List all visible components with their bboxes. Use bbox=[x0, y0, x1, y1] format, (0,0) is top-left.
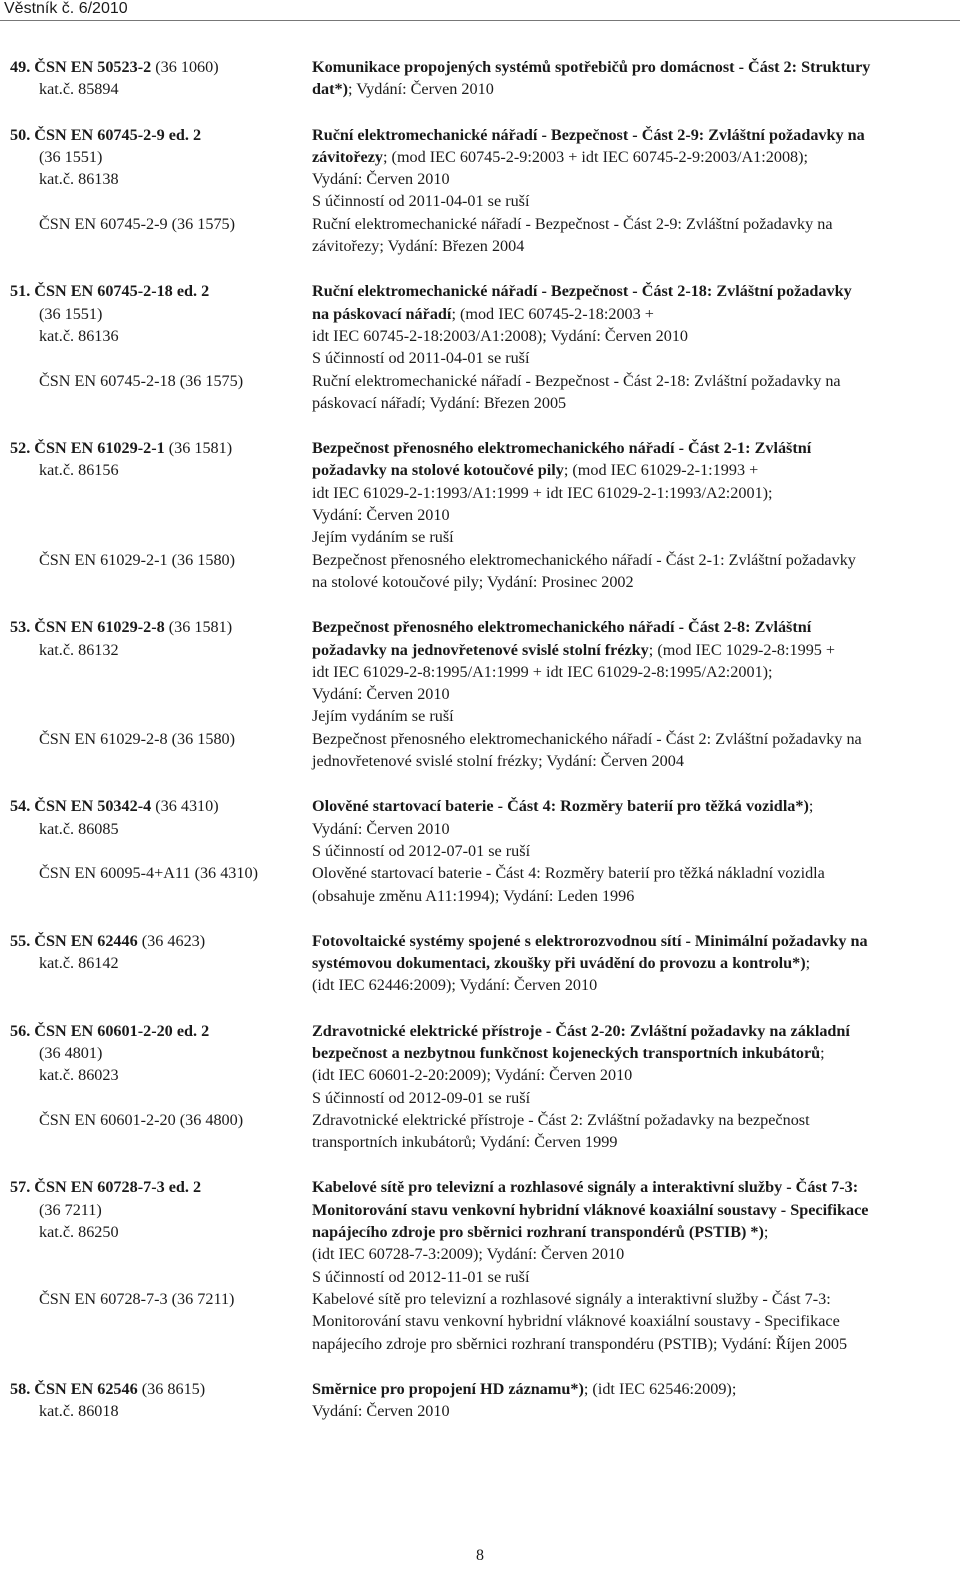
entry-title bbox=[312, 1176, 952, 1287]
entry-class-code: (36 1060) bbox=[155, 58, 219, 76]
replaced-standard bbox=[0, 1288, 960, 1355]
standard-entry bbox=[0, 1176, 960, 1354]
entry-identifiers bbox=[10, 280, 305, 347]
entry-title bbox=[312, 616, 952, 727]
entry-main bbox=[0, 1020, 960, 1109]
entry-title bbox=[312, 1378, 952, 1423]
entry-title-text: S účinností od 2012-07-01 se ruší bbox=[312, 841, 531, 860]
entry-title-line bbox=[312, 504, 952, 526]
header-rule bbox=[0, 20, 960, 21]
entry-spacer bbox=[0, 257, 960, 280]
entry-number: 53. bbox=[10, 618, 31, 637]
entry-catalog-number: kat.č. 85894 bbox=[39, 80, 119, 99]
replaced-title bbox=[312, 862, 952, 907]
replaced-standard bbox=[0, 728, 960, 773]
entry-number: 52. bbox=[10, 439, 31, 458]
entry-identifiers bbox=[10, 1176, 305, 1243]
replaced-csn: ČSN EN 60745-2-9 (36 1575) bbox=[39, 214, 236, 233]
standard-entry bbox=[0, 616, 960, 772]
entry-title-text: Vydání: Červen 2010 bbox=[312, 819, 450, 838]
entry-title bbox=[312, 56, 952, 101]
entry-title-bold: dat*) bbox=[312, 80, 348, 99]
entry-main bbox=[0, 280, 960, 369]
entry-main bbox=[0, 437, 960, 548]
entry-title-line bbox=[312, 1378, 952, 1400]
entry-heading-line bbox=[10, 280, 305, 302]
entry-title-bold: systémovou dokumentaci, zkoušky při uvádění do provozu a kontrolu*) bbox=[312, 954, 806, 973]
entry-heading-line bbox=[10, 1020, 305, 1042]
entry-csn: ČSN EN 61029-2-1 bbox=[34, 439, 165, 458]
entry-heading-line bbox=[10, 56, 305, 78]
entry-spacer bbox=[0, 772, 960, 795]
replaced-standard bbox=[0, 549, 960, 594]
entry-title-line bbox=[312, 1199, 952, 1221]
entry-title bbox=[312, 280, 952, 369]
entry-title bbox=[312, 124, 952, 213]
entry-title-text: S účinností od 2012-11-01 se ruší bbox=[312, 1267, 530, 1286]
entry-title-line bbox=[312, 482, 952, 504]
replaced-standard bbox=[0, 370, 960, 415]
entry-number: 54. bbox=[10, 797, 31, 816]
entry-title-line bbox=[312, 1221, 952, 1243]
replaced-csn: ČSN EN 60745-2-18 (36 1575) bbox=[39, 371, 244, 390]
entry-main bbox=[0, 795, 960, 862]
entry-title-text: ; (mod IEC 60745-2-18:2003 + bbox=[451, 304, 654, 323]
entry-title-line bbox=[312, 168, 952, 190]
entry-identifiers bbox=[10, 56, 305, 101]
replaced-title-line: Olověné startovací baterie - Část 4: Rozměry baterií pro těžká nákladní vozidla bbox=[312, 864, 825, 883]
entry-title-bold: Monitorování stavu venkovní hybridní vláknové koaxiální soustavy - Specifikace bbox=[312, 1200, 869, 1219]
standard-entry bbox=[0, 1378, 960, 1423]
entry-title-text: Vydání: Červen 2010 bbox=[312, 685, 450, 704]
entry-title-text: Vydání: Červen 2010 bbox=[312, 1402, 450, 1421]
entry-title bbox=[312, 1020, 952, 1109]
replaced-title-line: Ruční elektromechanické nářadí - Bezpečnost - Část 2-9: Zvláštní požadavky na bbox=[312, 214, 833, 233]
entry-title-bold: požadavky na stolové kotoučové pily bbox=[312, 461, 564, 480]
entry-title-text: ; (mod IEC 1029-2-8:1995 + bbox=[648, 640, 836, 659]
replaced-title-line: napájecího zdroje pro sběrnici rozhraní transpondéru (PSTIB); Vydání: Říjen 2005 bbox=[312, 1334, 848, 1353]
entry-catalog-number: kat.č. 86023 bbox=[39, 1066, 119, 1085]
entry-spacer bbox=[0, 1355, 960, 1378]
replaced-title bbox=[312, 549, 952, 594]
entry-heading-line bbox=[10, 930, 305, 952]
entry-identifiers bbox=[10, 795, 305, 840]
entry-class-code: (36 1551) bbox=[39, 304, 103, 323]
entry-heading-line bbox=[10, 616, 305, 638]
entry-title-bold: Ruční elektromechanické nářadí - Bezpečnost - Část 2-18: Zvláštní požadavky bbox=[312, 282, 852, 301]
replaced-identifiers bbox=[10, 549, 305, 571]
entry-title-text: ; Vydání: Červen 2010 bbox=[347, 80, 494, 99]
entry-title-text: ; bbox=[805, 954, 811, 973]
entry-title-line bbox=[312, 1176, 952, 1198]
entry-title-line bbox=[312, 1266, 952, 1288]
entry-class-code-line bbox=[10, 1199, 305, 1221]
entry-spacer bbox=[0, 907, 960, 930]
entry-title-bold: Směrnice pro propojení HD záznamu*) bbox=[312, 1379, 584, 1398]
entry-title-line bbox=[312, 1042, 952, 1064]
entry-class-code: (36 4310) bbox=[155, 797, 219, 816]
entry-title-line bbox=[312, 930, 952, 952]
entry-catalog-number: kat.č. 86250 bbox=[39, 1223, 119, 1242]
entry-catalog-number: kat.č. 86156 bbox=[39, 461, 119, 480]
entry-identifiers bbox=[10, 437, 305, 482]
entry-title-text: ; bbox=[763, 1223, 769, 1242]
standard-entry bbox=[0, 56, 960, 101]
entry-title-text: ; bbox=[820, 1043, 825, 1062]
entry-title-line bbox=[312, 952, 952, 974]
entry-title-text: Vydání: Červen 2010 bbox=[312, 170, 450, 189]
entry-catalog-number: kat.č. 86132 bbox=[39, 640, 119, 659]
entry-title-line bbox=[312, 347, 952, 369]
entry-csn: ČSN EN 62446 bbox=[34, 931, 138, 950]
entry-title-line bbox=[312, 974, 952, 996]
replaced-title-line: páskovací nářadí; Vydání: Březen 2005 bbox=[312, 393, 567, 412]
entry-number: 57. bbox=[10, 1178, 31, 1197]
entry-title-bold: závitořezy bbox=[312, 147, 384, 166]
entry-catalog-number: kat.č. 86136 bbox=[39, 326, 119, 345]
entry-title-bold: bezpečnost a nezbytnou funkčnost kojeneckých transportních inkubátorů bbox=[312, 1043, 821, 1062]
entry-title-line bbox=[312, 303, 952, 325]
entry-title-bold: Zdravotnické elektrické přístroje - Část 2-20: Zvláštní požadavky na základní bbox=[312, 1021, 850, 1040]
standard-entry bbox=[0, 930, 960, 997]
entry-csn: ČSN EN 60745-2-18 ed. 2 bbox=[34, 282, 210, 301]
entry-csn: ČSN EN 60745-2-9 ed. 2 bbox=[34, 125, 202, 144]
replaced-csn: ČSN EN 61029-2-8 (36 1580) bbox=[39, 729, 236, 748]
replaced-title bbox=[312, 370, 952, 415]
entry-title-line bbox=[312, 1020, 952, 1042]
entry-csn: ČSN EN 62546 bbox=[34, 1379, 138, 1398]
replaced-standard bbox=[0, 1109, 960, 1154]
entry-title-bold: napájecího zdroje pro sběrnici rozhraní transpondérů (PSTIB) *) bbox=[312, 1223, 764, 1242]
standard-entry bbox=[0, 1020, 960, 1154]
entry-class-code: (36 4801) bbox=[39, 1043, 103, 1062]
entry-title-text: (idt IEC 60728-7-3:2009); Vydání: Červen 2010 bbox=[312, 1245, 625, 1264]
entry-class-code: (36 1581) bbox=[168, 439, 233, 458]
entry-title-line bbox=[312, 818, 952, 840]
entry-spacer bbox=[0, 593, 960, 616]
entry-csn: ČSN EN 50342-4 bbox=[34, 797, 152, 816]
entry-title-line bbox=[312, 1243, 952, 1265]
page-header bbox=[0, 0, 960, 20]
standard-entry bbox=[0, 280, 960, 414]
entry-catalog-number: kat.č. 86085 bbox=[39, 819, 119, 838]
entry-heading-line bbox=[10, 124, 305, 146]
entry-title-line bbox=[312, 190, 952, 212]
entry-identifiers bbox=[10, 616, 305, 661]
entry-spacer bbox=[0, 101, 960, 124]
replaced-title-line: závitořezy; Vydání: Březen 2004 bbox=[312, 237, 525, 256]
entry-main bbox=[0, 124, 960, 213]
replaced-title-line: transportních inkubátorů; Vydání: Červen 1999 bbox=[312, 1133, 618, 1152]
entry-title-text: idt IEC 61029-2-1:1993/A1:1999 + idt IEC 61029-2-1:1993/A2:2001); bbox=[312, 483, 773, 502]
entry-heading-line bbox=[10, 1378, 305, 1400]
standard-entry bbox=[0, 437, 960, 593]
entry-title bbox=[312, 930, 952, 997]
entry-title bbox=[312, 437, 952, 548]
entry-title-text: (idt IEC 60601-2-20:2009); Vydání: Červen 2010 bbox=[312, 1066, 633, 1085]
entry-title-bold: požadavky na jednovřetenové svislé stolní frézky bbox=[312, 640, 649, 659]
entry-heading-line bbox=[10, 1176, 305, 1198]
entry-title-line bbox=[312, 280, 952, 302]
entry-number: 51. bbox=[10, 282, 31, 301]
replaced-csn: ČSN EN 61029-2-1 (36 1580) bbox=[39, 550, 236, 569]
replaced-identifiers bbox=[10, 1109, 305, 1131]
entry-identifiers bbox=[10, 124, 305, 191]
replaced-csn: ČSN EN 60601-2-20 (36 4800) bbox=[39, 1110, 244, 1129]
entry-title-text: idt IEC 61029-2-8:1995/A1:1999 + idt IEC 61029-2-8:1995/A2:2001); bbox=[312, 662, 773, 681]
replaced-title bbox=[312, 728, 952, 773]
entry-main bbox=[0, 1176, 960, 1287]
entry-title-line bbox=[312, 124, 952, 146]
replaced-identifiers bbox=[10, 370, 305, 392]
entry-title-text: idt IEC 60745-2-18:2003/A1:2008); Vydání: Červen 2010 bbox=[312, 326, 689, 345]
entry-title-bold: Kabelové sítě pro televizní a rozhlasové signály a interaktivní služby - Část 7-3: bbox=[312, 1178, 859, 1197]
entry-title-line bbox=[312, 437, 952, 459]
entry-title-bold: Komunikace propojených systémů spotřebičů pro domácnost - Část 2: Struktury bbox=[312, 58, 871, 76]
entry-title bbox=[312, 795, 952, 862]
entry-title-line bbox=[312, 56, 952, 78]
entry-title-text: S účinností od 2011-04-01 se ruší bbox=[312, 349, 530, 368]
replaced-title-line: Ruční elektromechanické nářadí - Bezpečnost - Část 2-18: Zvláštní požadavky na bbox=[312, 371, 841, 390]
standards-list bbox=[0, 56, 960, 1422]
entry-title-line bbox=[312, 1400, 952, 1422]
entry-catalog-number: kat.č. 86018 bbox=[39, 1402, 119, 1421]
entry-title-bold: Bezpečnost přenosného elektromechanického nářadí - Část 2-8: Zvláštní bbox=[312, 618, 812, 637]
replaced-title-line: Monitorování stavu venkovní hybridní vláknové koaxiální soustavy - Specifikace bbox=[312, 1312, 840, 1331]
entry-title-bold: Fotovoltaické systémy spojené s elektrorozvodnou sítí - Minimální požadavky na bbox=[312, 931, 868, 950]
entry-title-line bbox=[312, 526, 952, 548]
replaced-identifiers bbox=[10, 213, 305, 235]
replaced-title-line: na stolové kotoučové pily; Vydání: Prosinec 2002 bbox=[312, 572, 634, 591]
entry-title-line bbox=[312, 1087, 952, 1109]
entry-title-line bbox=[312, 1064, 952, 1086]
entry-main bbox=[0, 616, 960, 727]
replaced-title bbox=[312, 213, 952, 258]
replaced-title-line: Kabelové sítě pro televizní a rozhlasové signály a interaktivní služby - Část 7-3: bbox=[312, 1289, 831, 1308]
entry-title-text: ; (mod IEC 60745-2-9:2003 + idt IEC 60745-2-9:2003/A1:2008); bbox=[383, 147, 809, 166]
entry-title-text: S účinností od 2011-04-01 se ruší bbox=[312, 192, 530, 211]
entry-title-bold: Bezpečnost přenosného elektromechanického nářadí - Část 2-1: Zvláštní bbox=[312, 439, 812, 458]
entry-title-text: ; (idt IEC 62546:2009); bbox=[583, 1379, 737, 1398]
replaced-identifiers bbox=[10, 1288, 305, 1310]
replaced-csn: ČSN EN 60728-7-3 (36 7211) bbox=[39, 1289, 235, 1308]
entry-identifiers bbox=[10, 1378, 305, 1423]
entry-title-line bbox=[312, 661, 952, 683]
entry-title-line bbox=[312, 705, 952, 727]
entry-heading-line bbox=[10, 795, 305, 817]
entry-title-text: Vydání: Červen 2010 bbox=[312, 506, 450, 525]
replaced-title bbox=[312, 1109, 952, 1154]
entry-csn: ČSN EN 50523-2 bbox=[34, 58, 152, 76]
entry-catalog-number: kat.č. 86142 bbox=[39, 954, 119, 973]
entry-title-line bbox=[312, 78, 952, 100]
entry-csn: ČSN EN 60601-2-20 ed. 2 bbox=[34, 1021, 210, 1040]
replaced-title-line: Zdravotnické elektrické přístroje - Část 2: Zvláštní požadavky na bezpečnost bbox=[312, 1110, 810, 1129]
entry-heading-line bbox=[10, 437, 305, 459]
replaced-title-line: Bezpečnost přenosného elektromechanického nářadí - Část 2-1: Zvláštní požadavky bbox=[312, 550, 856, 569]
replaced-title-line: jednovřetenové svislé stolní frézky; Vydání: Červen 2004 bbox=[312, 752, 684, 771]
standard-entry bbox=[0, 124, 960, 258]
entry-number: 55. bbox=[10, 931, 31, 950]
entry-class-code-line bbox=[10, 146, 305, 168]
entry-number: 58. bbox=[10, 1379, 31, 1398]
entry-spacer bbox=[0, 997, 960, 1020]
entry-title-text: S účinností od 2012-09-01 se ruší bbox=[312, 1088, 531, 1107]
entry-title-line bbox=[312, 840, 952, 862]
entry-title-bold: na páskovací nářadí bbox=[312, 304, 452, 323]
entry-title-text: ; (mod IEC 61029-2-1:1993 + bbox=[563, 461, 759, 480]
replaced-title-line: (obsahuje změnu A11:1994); Vydání: Leden 1996 bbox=[312, 886, 635, 905]
replaced-title bbox=[312, 1288, 952, 1355]
replaced-title-line: Bezpečnost přenosného elektromechanického nářadí - Část 2: Zvláštní požadavky na bbox=[312, 729, 862, 748]
entry-main bbox=[0, 1378, 960, 1423]
entry-number: 50. bbox=[10, 125, 31, 144]
entry-csn: ČSN EN 60728-7-3 ed. 2 bbox=[34, 1178, 202, 1197]
entry-class-code-line bbox=[10, 1042, 305, 1064]
entry-class-code: (36 7211) bbox=[39, 1200, 102, 1219]
replaced-identifiers bbox=[10, 728, 305, 750]
entry-class-code: (36 1551) bbox=[39, 147, 103, 166]
entry-title-text: ; bbox=[808, 797, 814, 816]
entry-class-code: (36 1581) bbox=[168, 618, 233, 637]
entry-class-code: (36 4623) bbox=[141, 931, 206, 950]
entry-spacer bbox=[0, 1153, 960, 1176]
entry-number: 49. bbox=[10, 58, 31, 76]
entry-csn: ČSN EN 61029-2-8 bbox=[34, 618, 165, 637]
entry-title-line bbox=[312, 683, 952, 705]
entry-title-text: Jejím vydáním se ruší bbox=[312, 528, 454, 547]
entry-title-line bbox=[312, 639, 952, 661]
replaced-standard bbox=[0, 862, 960, 907]
standard-entry bbox=[0, 795, 960, 906]
replaced-csn: ČSN EN 60095-4+A11 (36 4310) bbox=[39, 864, 258, 883]
replaced-identifiers bbox=[10, 862, 305, 884]
entry-title-text: Jejím vydáním se ruší bbox=[312, 707, 454, 726]
entry-identifiers bbox=[10, 1020, 305, 1087]
entry-title-line bbox=[312, 795, 952, 817]
entry-number: 56. bbox=[10, 1021, 31, 1040]
entry-title-line bbox=[312, 616, 952, 638]
page-number: 8 bbox=[476, 1547, 484, 1564]
entry-class-code-line bbox=[10, 303, 305, 325]
entry-spacer bbox=[0, 414, 960, 437]
entry-title-bold: Ruční elektromechanické nářadí - Bezpečnost - Část 2-9: Zvláštní požadavky na bbox=[312, 125, 865, 144]
entry-identifiers bbox=[10, 930, 305, 975]
replaced-standard bbox=[0, 213, 960, 258]
entry-title-bold: Olověné startovací baterie - Část 4: Rozměry baterií pro těžká vozidla*) bbox=[312, 797, 809, 816]
entry-title-line bbox=[312, 146, 952, 168]
entry-main bbox=[0, 930, 960, 997]
entry-class-code: (36 8615) bbox=[141, 1379, 206, 1398]
entry-title-line bbox=[312, 325, 952, 347]
entry-title-text: (idt IEC 62446:2009); Vydání: Červen 2010 bbox=[312, 976, 598, 995]
entry-main bbox=[0, 56, 960, 101]
entry-catalog-number: kat.č. 86138 bbox=[39, 170, 119, 189]
journal-title: Věstník č. 6/2010 bbox=[4, 0, 128, 17]
entry-title-line bbox=[312, 459, 952, 481]
